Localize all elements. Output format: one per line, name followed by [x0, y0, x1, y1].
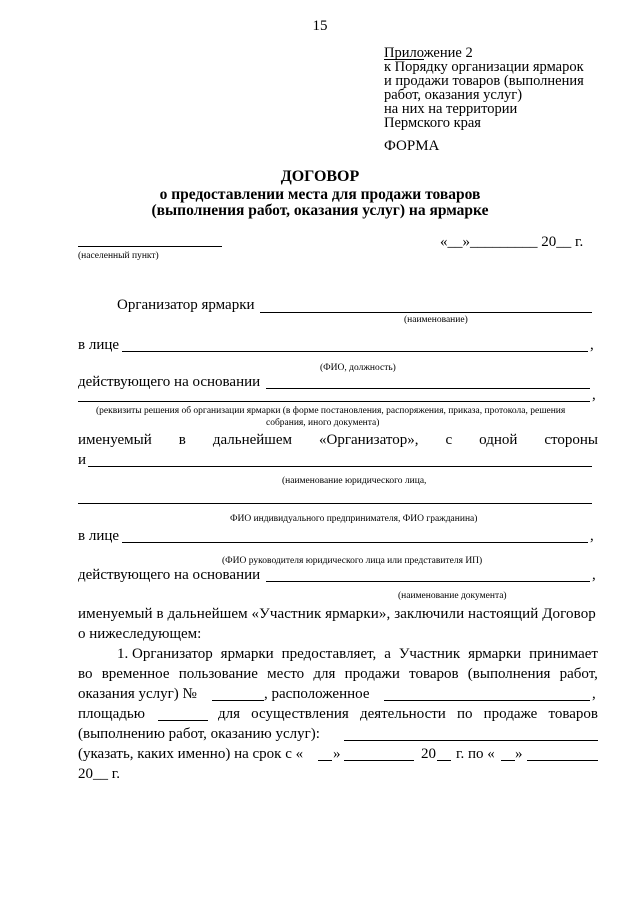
clause1-text: г. по «: [456, 746, 495, 762]
contract-date-field[interactable]: «__»_________ 20__ г.: [440, 234, 584, 250]
word: для: [313, 666, 336, 682]
end-year-field[interactable]: 20__ г.: [78, 766, 120, 782]
word: товаров: [548, 706, 598, 722]
clause1-line: [117, 646, 598, 663]
word: товаров: [409, 666, 459, 682]
participant-name-field-2[interactable]: [78, 503, 592, 504]
comma: ,: [590, 528, 594, 544]
clause1-text: , расположенное: [264, 686, 370, 702]
clause1-text: »: [333, 746, 341, 762]
place-location-field[interactable]: [384, 700, 590, 701]
comma: ,: [592, 567, 596, 583]
participant-basis-field[interactable]: [266, 581, 590, 582]
head-caption: (ФИО руководителя юридического лица или представителя ИП): [222, 556, 483, 566]
word: стороны: [544, 432, 598, 448]
settlement-caption: (населенный пункт): [78, 251, 159, 261]
word: в: [178, 432, 186, 448]
appendix-line: Приложение 2: [384, 45, 473, 61]
clause1-text: оказания услуг) №: [78, 686, 197, 702]
word: Участник: [398, 646, 461, 662]
comma: ,: [590, 337, 594, 353]
word: продаже: [483, 706, 538, 722]
participant-name-field[interactable]: [88, 466, 592, 467]
settlement-field[interactable]: [78, 246, 222, 247]
word: осуществления: [251, 706, 349, 722]
appendix-underline: [384, 59, 424, 60]
word: деятельности: [359, 706, 446, 722]
appendix-line: Пермского края: [384, 115, 481, 131]
word: с: [445, 432, 453, 448]
word: работ,: [559, 666, 598, 682]
word: временное: [101, 666, 170, 682]
word: ярмарки: [468, 646, 522, 662]
appendix-line: работ, оказания услуг): [384, 87, 523, 103]
start-day-field[interactable]: [318, 760, 332, 761]
organizer-named-line: [78, 432, 598, 449]
place-number-field[interactable]: [212, 700, 264, 701]
word: для: [218, 706, 241, 722]
organizer-name-field[interactable]: [260, 312, 592, 313]
start-year-field[interactable]: [437, 760, 451, 761]
word: место: [267, 666, 305, 682]
word: во: [78, 666, 93, 682]
participant-named-line: именуемый в дальнейшем «Участник ярмарки», заключили настоящий Договор: [78, 606, 596, 622]
word: пользование: [178, 666, 258, 682]
requisites-caption: собрания, иного документа): [266, 418, 380, 428]
document-subtitle: (выполнения работ, оказания услуг) на ярмарке: [151, 202, 489, 219]
word: «Организатор»,: [318, 432, 419, 448]
organizer-representative-field[interactable]: [122, 351, 588, 352]
appendix-line: к Порядку организации ярмарок: [384, 59, 584, 75]
appendix-line: на них на территории: [384, 101, 518, 117]
clause1-text: (выполнению работ, оказанию услуг):: [78, 726, 320, 742]
and-label: и: [78, 452, 87, 468]
word: ярмарки: [220, 646, 274, 662]
word: принимает: [529, 646, 598, 662]
appendix-line: и продажи товаров (выполнения: [384, 73, 584, 89]
word: одной: [479, 432, 518, 448]
word: по: [456, 706, 473, 722]
clause1-text: площадью: [78, 706, 145, 722]
organizer-basis-field-2[interactable]: [78, 401, 590, 402]
fio-caption: (ФИО, должность): [320, 363, 396, 373]
word: именуемый: [78, 432, 152, 448]
word: дальнейшем: [212, 432, 292, 448]
start-month-field[interactable]: [344, 760, 414, 761]
participant-named-line: о нижеследующем:: [78, 626, 202, 642]
end-day-field[interactable]: [501, 760, 515, 761]
word: предоставляет,: [281, 646, 377, 662]
comma: ,: [592, 686, 596, 702]
forma-label: ФОРМА: [384, 138, 440, 154]
acting-basis-label: действующего на основании: [78, 374, 261, 390]
organizer-basis-field[interactable]: [266, 388, 590, 389]
clause1-line: [218, 706, 598, 723]
ip-caption: ФИО индивидуального предпринимателя, ФИО гражданина): [230, 514, 478, 524]
organizer-name-caption: (наименование): [404, 315, 468, 325]
clause1-text: »: [515, 746, 523, 762]
document-subtitle: о предоставлении места для продажи товаров: [159, 186, 481, 203]
in-person-label: в лице: [78, 528, 120, 544]
document-title: ДОГОВОР: [280, 168, 360, 185]
comma: ,: [592, 387, 596, 403]
legal-entity-caption: (наименование юридического лица,: [282, 476, 427, 486]
document-caption: (наименование документа): [398, 591, 507, 601]
clause1-line: [78, 666, 598, 683]
word: (выполнения: [467, 666, 551, 682]
word: продажи: [344, 666, 400, 682]
word: а: [384, 646, 391, 662]
area-field[interactable]: [158, 720, 208, 721]
page-number: 15: [312, 18, 328, 34]
acting-basis-label: действующего на основании: [78, 567, 261, 583]
goods-field[interactable]: [344, 740, 598, 741]
participant-representative-field[interactable]: [122, 542, 588, 543]
end-month-field[interactable]: [527, 760, 598, 761]
clause1-text: (указать, каких именно) на срок с «: [78, 746, 304, 762]
requisites-caption: (реквизиты решения об организации ярмарки (в форме постановления, распоряжения, приказа, протокола, решения: [96, 406, 566, 416]
organizer-label: Организатор ярмарки: [117, 297, 255, 313]
in-person-label: в лице: [78, 337, 120, 353]
clause1-text: 20: [421, 746, 436, 762]
word: 1. Организатор: [117, 646, 213, 662]
